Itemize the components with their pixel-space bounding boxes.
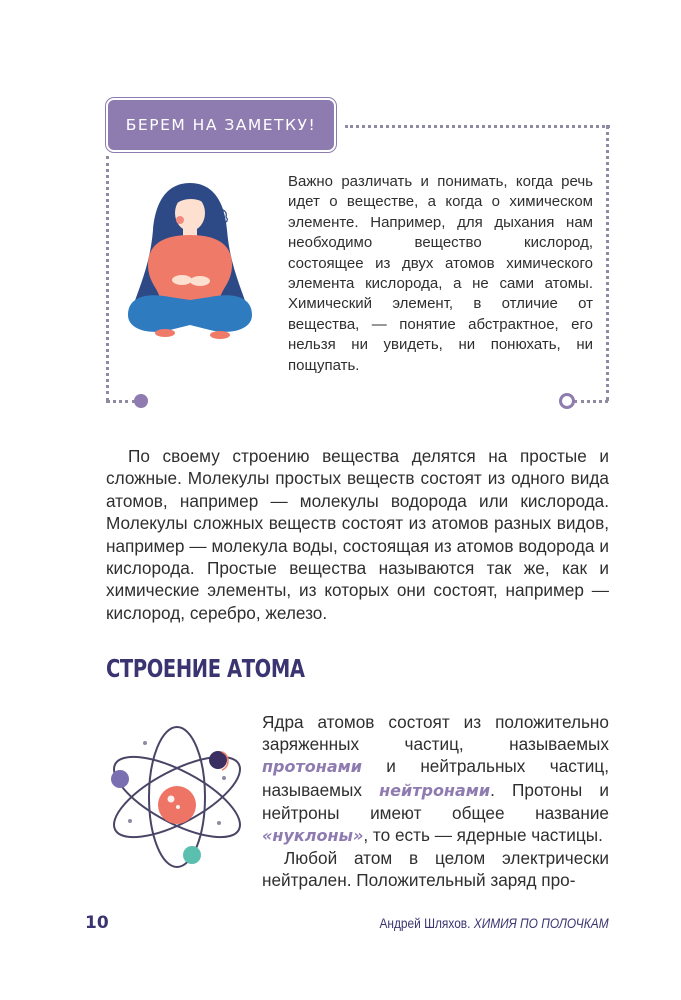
woman-breathing-icon [120,175,260,350]
dotted-border-left [106,156,109,401]
dotted-border-right [606,125,609,401]
page-number: 10 [85,913,109,933]
main-paragraph [106,445,609,624]
filled-circle-icon [134,394,148,408]
atom-paragraph-1: Ядра атомов состоят из положительно заряженных частиц, называемых протонами и нейтральных частиц, называемых нейтронами. Протоны и нейтроны имеют общее название «нуклоны», то есть — ядерные частицы. [262,712,609,846]
dotted-border-bottom-right [574,400,608,403]
hollow-circle-icon [559,393,575,409]
note-paragraph: Важно различать и понимать, когда речь идет о веществе, а когда о химическом элементе. Например, для дыхания нам необходимо вещество кислород, состоящее из двух атомов химического элемента кислорода, а не сами атомы. Химический элемент, в отличие от вещества, — понятие абстрактное, его нельзя ни увидеть, ни понюхать, ни пощупать. [288,173,593,374]
footer-book-title: ХИМИЯ ПО ПОЛОЧКАМ [474,915,609,931]
note-text [288,172,593,376]
note-label: БЕРЕМ НА ЗАМЕТКУ! [106,98,336,152]
footer-author: Андрей Шляхов. [379,915,475,931]
term-nucleons: «нуклоны» [262,826,364,846]
body-text: По своему строению вещества делятся на простые и сложные. Молекулы простых веществ состоят из одного вида атомов, например — молекулы водорода или кислорода. Молекулы сложных веществ состоят из атомов разных видов, например — молекула воды, состоящая из атомов водорода и кислорода. Простые вещества называются так же, как и химические элементы, из которых они состоят, например — кислород, серебро, железо. [106,446,609,623]
dotted-border-bottom-left [106,400,136,403]
term-protons: протонами [262,757,362,777]
atom-text [262,711,609,892]
section-title: СТРОЕНИЕ АТОМА [106,654,305,683]
dotted-border-top [345,125,610,128]
running-footer [380,915,609,931]
atom-paragraph-2: Любой атом в целом электрически нейтрален. Положительный заряд про- [262,848,609,891]
term-neutrons: нейтронами [379,780,491,800]
atom-icon [104,715,250,875]
